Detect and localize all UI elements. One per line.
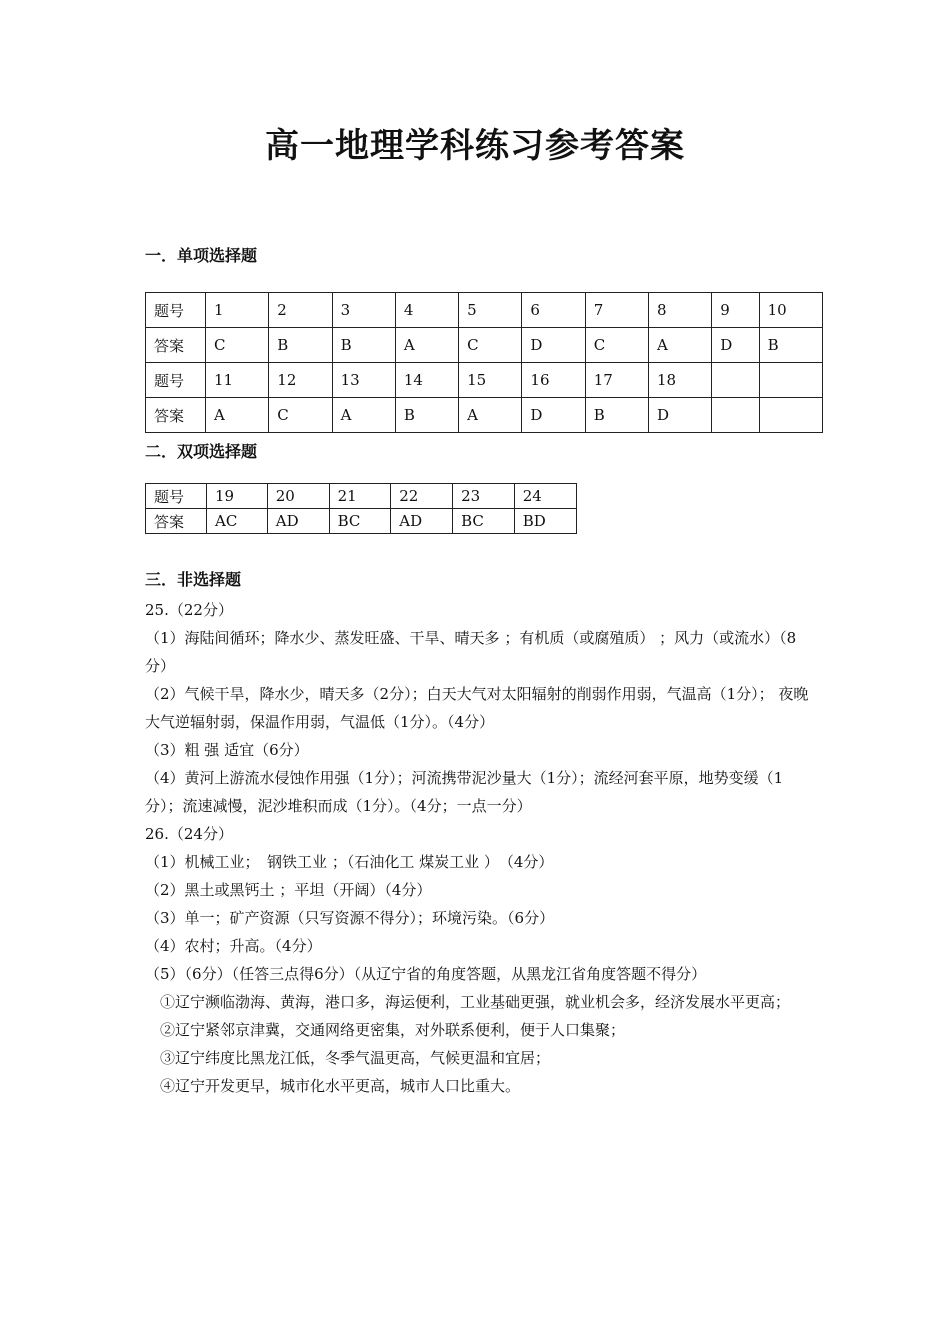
single-choice-cell: 10 <box>759 293 822 328</box>
double-choice-cell: 23 <box>453 484 515 509</box>
double-choice-row-label: 答案 <box>146 509 207 534</box>
single-choice-cell: D <box>522 328 585 363</box>
single-choice-cell: B <box>332 328 395 363</box>
single-choice-cell: A <box>459 398 522 433</box>
double-choice-cell: 21 <box>329 484 391 509</box>
double-choice-cell: BD <box>514 509 576 534</box>
single-choice-row-label: 答案 <box>146 328 206 363</box>
q26-heading: 26.（24分） <box>145 825 233 843</box>
double-choice-row <box>146 509 577 534</box>
single-choice-cell: 3 <box>332 293 395 328</box>
single-choice-cell: D <box>712 328 759 363</box>
single-choice-cell: 18 <box>648 363 711 398</box>
single-choice-cell: 13 <box>332 363 395 398</box>
q26-point-2: ②辽宁紧邻京津冀，交通网络更密集，对外联系便利，便于人口集聚； <box>160 1021 626 1039</box>
single-choice-cell: A <box>332 398 395 433</box>
single-choice-cell: 12 <box>269 363 332 398</box>
single-choice-cell: 1 <box>206 293 269 328</box>
answer-body <box>145 596 817 1100</box>
single-choice-row <box>146 363 823 398</box>
single-choice-cell <box>712 363 759 398</box>
single-choice-cell: 8 <box>648 293 711 328</box>
q26-answer-2: （2）黑土或黑钙土 ；平坦（开阔）（4分） <box>145 881 432 899</box>
single-choice-row-label: 题号 <box>146 363 206 398</box>
double-choice-cell: 24 <box>514 484 576 509</box>
q26-answer-5: （5）（6分）（任答三点得6分）（从辽宁省的角度答题，从黑龙江省角度答题不得分） <box>145 965 707 983</box>
single-choice-cell: D <box>522 398 585 433</box>
single-choice-cell: 7 <box>585 293 648 328</box>
single-choice-cell: 6 <box>522 293 585 328</box>
q26-point-4: ④辽宁开发更早，城市化水平更高，城市人口比重大。 <box>160 1077 521 1095</box>
single-choice-cell <box>759 398 822 433</box>
single-choice-row <box>146 328 823 363</box>
q25-answer-3: （3）粗 强 适宜（6分） <box>145 741 309 759</box>
single-choice-cell: 2 <box>269 293 332 328</box>
single-choice-row <box>146 398 823 433</box>
single-choice-row <box>146 293 823 328</box>
single-choice-cell: 4 <box>395 293 458 328</box>
double-choice-cell: AD <box>391 509 453 534</box>
q25-answer-1: （1）海陆间循环；降水少、蒸发旺盛、干旱、晴天多 ；有机质（或腐殖质） ；风力（或流水）（8分） <box>145 629 797 675</box>
single-choice-cell: D <box>648 398 711 433</box>
double-choice-cell: 20 <box>267 484 329 509</box>
double-choice-cell: AC <box>207 509 268 534</box>
single-choice-answer-table <box>145 292 823 433</box>
double-choice-cell: BC <box>329 509 391 534</box>
double-choice-cell: AD <box>267 509 329 534</box>
single-choice-cell: B <box>269 328 332 363</box>
single-choice-cell: 16 <box>522 363 585 398</box>
double-choice-answer-table <box>145 483 577 534</box>
single-choice-cell: 9 <box>712 293 759 328</box>
double-choice-row <box>146 484 577 509</box>
q26-answer-3: （3）单一；矿产资源（只写资源不得分）；环境污染。（6分） <box>145 909 555 927</box>
double-choice-cell: BC <box>453 509 515 534</box>
section-heading-single-choice: 一．单项选择题 <box>145 246 258 265</box>
single-choice-cell: A <box>206 398 269 433</box>
single-choice-row-label: 答案 <box>146 398 206 433</box>
q25-answer-4: （4）黄河上游流水侵蚀作用强（1分）；河流携带泥沙量大（1分）；流经河套平原，地势变缓（1分）；流速减慢，泥沙堆积而成（1分）。（4分；一点一分） <box>145 769 784 815</box>
page-title: 高一地理学科练习参考答案 <box>265 126 685 166</box>
single-choice-cell: 5 <box>459 293 522 328</box>
single-choice-cell <box>712 398 759 433</box>
single-choice-cell: B <box>759 328 822 363</box>
single-choice-cell: C <box>269 398 332 433</box>
single-choice-cell: 11 <box>206 363 269 398</box>
q25-answer-2: （2）气候干旱，降水少，晴天多（2分）；白天大气对太阳辐射的削弱作用弱，气温高（1分）； 夜晚大气逆辐射弱，保温作用弱，气温低（1分）。（4分） <box>145 685 809 731</box>
single-choice-cell: B <box>395 398 458 433</box>
single-choice-cell: 14 <box>395 363 458 398</box>
single-choice-cell: C <box>585 328 648 363</box>
single-choice-cell: C <box>459 328 522 363</box>
single-choice-cell: 17 <box>585 363 648 398</box>
single-choice-cell: A <box>648 328 711 363</box>
q26-point-3: ③辽宁纬度比黑龙江低，冬季气温更高，气候更温和宜居； <box>160 1049 551 1067</box>
single-choice-row-label: 题号 <box>146 293 206 328</box>
double-choice-row-label: 题号 <box>146 484 207 509</box>
single-choice-cell <box>759 363 822 398</box>
single-choice-cell: A <box>395 328 458 363</box>
single-choice-cell: 15 <box>459 363 522 398</box>
double-choice-cell: 19 <box>207 484 268 509</box>
section-heading-non-choice: 三．非选择题 <box>145 570 242 589</box>
q26-answer-1: （1）机械工业； 钢铁工业 ；（石油化工 煤炭工业 ） （4分） <box>145 853 554 871</box>
double-choice-cell: 22 <box>391 484 453 509</box>
q25-heading: 25.（22分） <box>145 601 233 619</box>
q26-point-1: ①辽宁濒临渤海、黄海，港口多，海运便利，工业基础更强，就业机会多，经济发展水平更高； <box>160 993 791 1011</box>
q26-answer-4: （4）农村；升高。（4分） <box>145 937 322 955</box>
single-choice-cell: B <box>585 398 648 433</box>
section-heading-double-choice: 二．双项选择题 <box>145 442 258 461</box>
single-choice-cell: C <box>206 328 269 363</box>
